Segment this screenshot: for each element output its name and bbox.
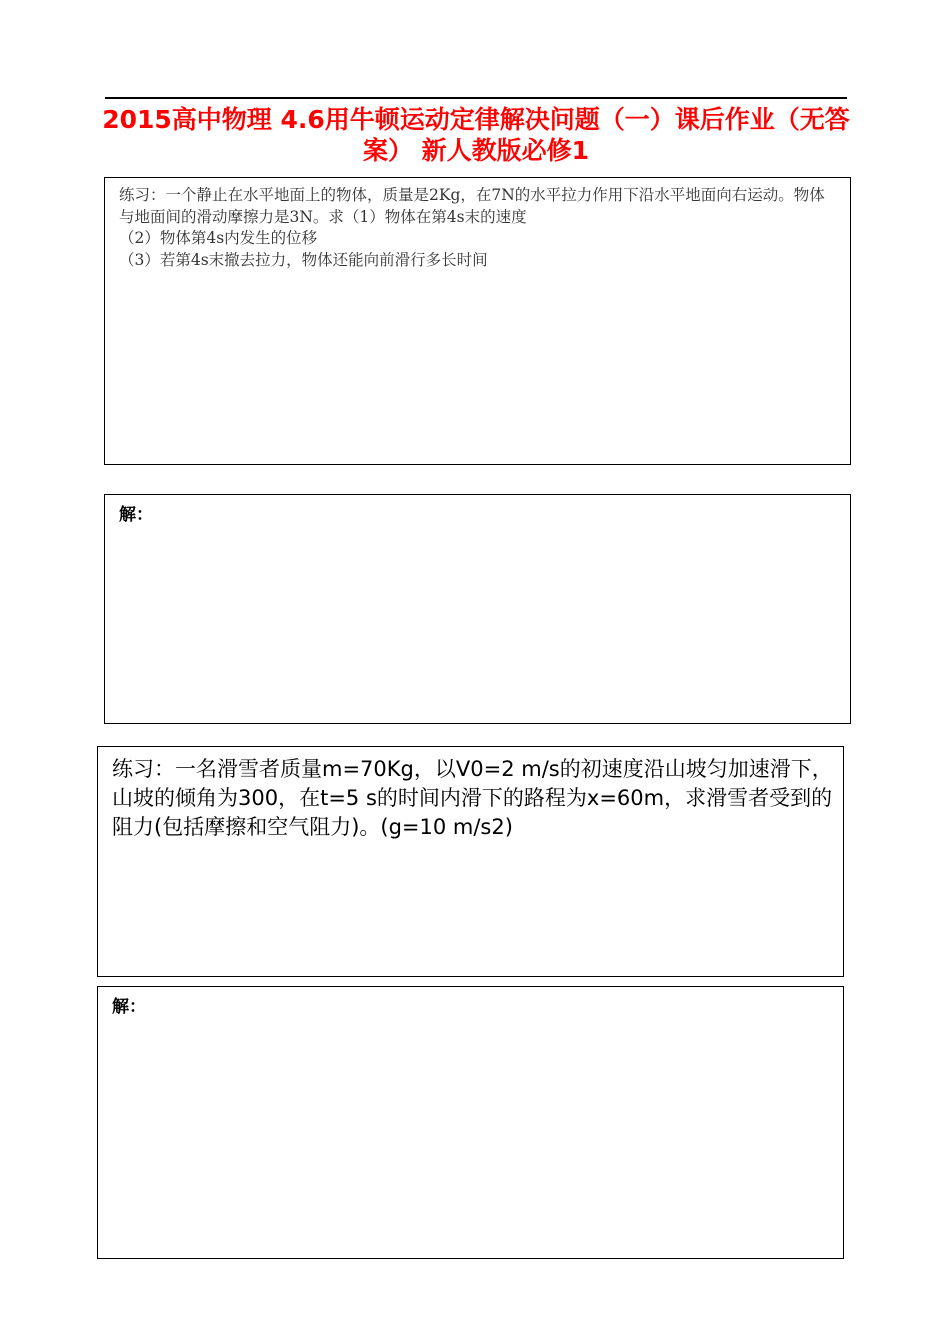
exercise-1-answer-box[interactable]: [104, 494, 851, 724]
exercise-1-question: [119, 185, 839, 271]
exercise-1-question-line: （2）物体第4s内发生的位移: [119, 229, 318, 247]
exercise-2-answer-label: 解：: [112, 997, 146, 1017]
exercise-1-question-line: 练习：一个静止在水平地面上的物体，质量是2Kg，在7N的水平拉力作用下沿水平地面向右运动。物体与地面间的滑动摩擦力是3N。求（1）物体在第4s末的速度: [119, 186, 825, 226]
header-rule: [105, 97, 847, 99]
exercise-1-question-line: （3）若第4s末撤去拉力，物体还能向前滑行多长时间: [119, 250, 488, 269]
exercise-2-question: 练习：一名滑雪者质量m=70Kg，以V0=2 m/s的初速度沿山坡匀加速滑下，山坡的倾角为300，在t=5 s的时间内滑下的路程为x=60m，求滑雪者受到的阻力(包括摩擦和空气阻力)。(g=10 m/s2): [112, 757, 833, 839]
exercise-1-answer-label: 解：: [119, 505, 153, 525]
exercise-1-question-box: [104, 177, 851, 465]
exercise-2-question-box: [97, 746, 844, 977]
exercise-2-answer-box[interactable]: [97, 986, 844, 1259]
document-title: 2015高中物理 4.6用牛顿运动定律解决问题（一）课后作业（无答案） 新人教版必修1: [102, 105, 850, 165]
